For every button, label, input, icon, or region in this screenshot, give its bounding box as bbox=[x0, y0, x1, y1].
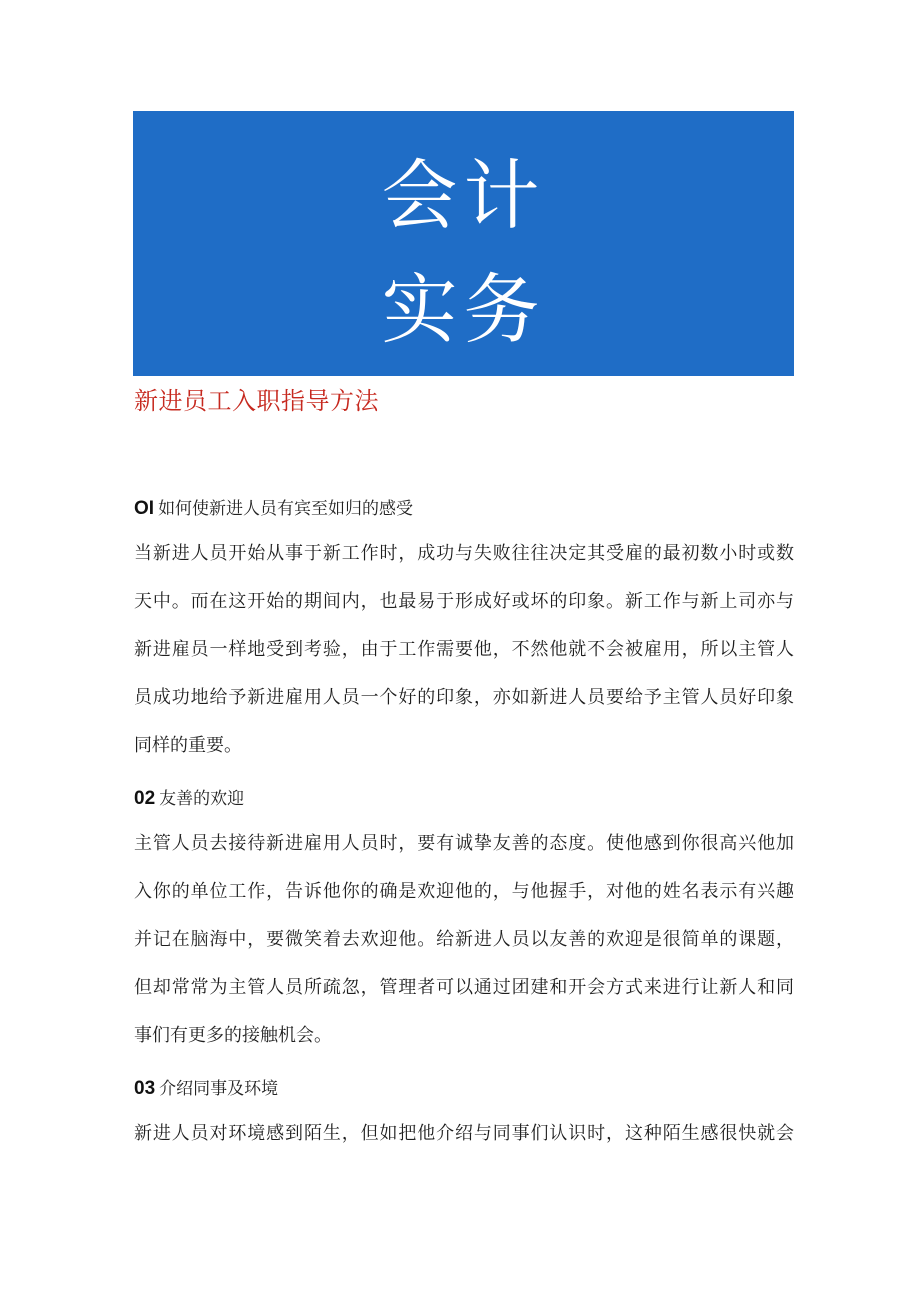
paragraph-line: 入你的单位工作，告诉他你的确是欢迎他的，与他握手，对他的姓名表示有兴趣 bbox=[134, 881, 794, 902]
section-paragraph-1 bbox=[134, 530, 794, 770]
paragraph-line: 新进雇员一样地受到考验，由于工作需要他，不然他就不会被雇用，所以主管人 bbox=[134, 639, 794, 660]
section-number: 02 bbox=[134, 788, 156, 809]
paragraph-line: 天中。而在这开始的期间内，也最易于形成好或坏的印象。新工作与新上司亦与 bbox=[134, 591, 794, 612]
section-number: 03 bbox=[134, 1078, 156, 1099]
paragraph-line: 并记在脑海中，要微笑着去欢迎他。给新进人员以友善的欢迎是很简单的课题， bbox=[134, 929, 794, 950]
section-heading-3 bbox=[134, 1074, 278, 1100]
paragraph-line: 同样的重要。 bbox=[134, 735, 242, 756]
section-number: OI bbox=[134, 498, 155, 519]
document-title: 新进员工入职指导方法 bbox=[134, 387, 379, 415]
paragraph-line: 事们有更多的接触机会。 bbox=[134, 1025, 332, 1046]
section-heading-text: 如何使新进人员有宾至如归的感受 bbox=[158, 499, 414, 519]
banner-title-line-2: 实务 bbox=[381, 265, 546, 354]
paragraph-line: 员成功地给予新进雇用人员一个好的印象，亦如新进人员要给予主管人员好印象 bbox=[134, 687, 794, 708]
paragraph-line: 主管人员去接待新进雇用人员时，要有诚挚友善的态度。使他感到你很高兴他加 bbox=[134, 833, 794, 854]
section-paragraph-2 bbox=[134, 820, 794, 1060]
section-heading-text: 介绍同事及环境 bbox=[159, 1079, 279, 1099]
section-paragraph-3 bbox=[134, 1110, 794, 1158]
section-heading-text: 友善的欢迎 bbox=[159, 789, 245, 809]
paragraph-line: 当新进人员开始从事于新工作时，成功与失败往往决定其受雇的最初数小时或数 bbox=[134, 543, 794, 564]
paragraph-line: 新进人员对环境感到陌生，但如把他介绍与同事们认识时，这种陌生感很快就会 bbox=[134, 1123, 794, 1144]
banner-title-line-1: 会计 bbox=[381, 151, 546, 240]
paragraph-line: 但却常常为主管人员所疏忽，管理者可以通过团建和开会方式来进行让新人和同 bbox=[134, 977, 794, 998]
section-heading-2 bbox=[134, 784, 244, 810]
section-heading-1 bbox=[134, 494, 413, 520]
